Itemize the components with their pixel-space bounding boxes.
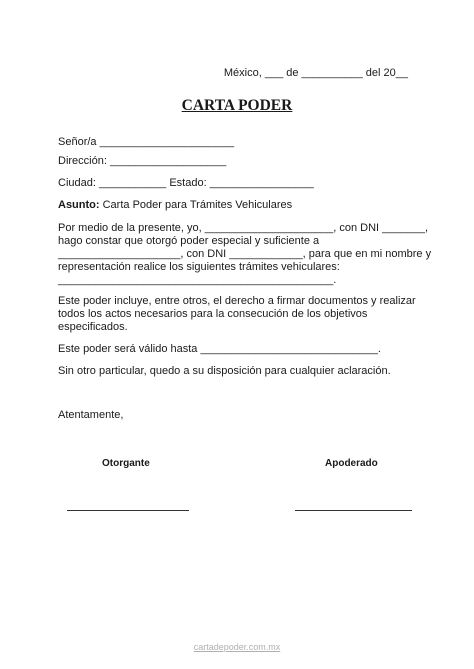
paragraph-4: Sin otro particular, quedo a su disposición para cualquier aclaración.	[58, 365, 391, 377]
paragraph-1-line-5: _____________________________________________.	[58, 274, 337, 286]
city-state-field: Ciudad: ___________ Estado: _________________	[58, 177, 314, 189]
document-title: CARTA PODER	[181, 97, 293, 114]
paragraph-1-line-3: ____________________, con DNI ____________, para que en mi nombre y	[58, 248, 432, 260]
paragraph-1-line-2: hago constar que otorgó poder especial y suficiente a	[58, 235, 320, 247]
signature-label-otorgante: Otorgante	[102, 458, 150, 469]
signature-line-otorgante	[67, 510, 189, 511]
address-field: Dirección: ___________________	[58, 155, 227, 167]
recipient-field: Señor/a ______________________	[58, 136, 235, 148]
paragraph-3: Este poder será válido hasta _____________________________.	[58, 343, 381, 355]
paragraph-1-line-4: representación realice los siguientes trámites vehiculares:	[58, 261, 340, 273]
signature-line-apoderado	[295, 510, 412, 511]
date-line: México, ___ de __________ del 20__	[223, 67, 408, 79]
paragraph-2-line-2: todos los actos necesarios para la consecución de los objetivos	[58, 308, 368, 320]
paragraph-1-line-1: Por medio de la presente, yo, _____________________, con DNI _______,	[58, 222, 429, 234]
footer-link[interactable]: cartadepoder.com.mx	[193, 642, 281, 652]
paragraph-2-line-3: especificados.	[58, 321, 128, 333]
subject-line	[58, 199, 292, 212]
subject-text: Carta Poder para Trámites Vehiculares	[102, 199, 293, 211]
closing: Atentamente,	[58, 409, 124, 421]
subject-label: Asunto:	[58, 199, 100, 211]
paragraph-2-line-1: Este poder incluye, entre otros, el derecho a firmar documentos y realizar	[58, 295, 416, 307]
signature-label-apoderado: Apoderado	[325, 458, 378, 469]
